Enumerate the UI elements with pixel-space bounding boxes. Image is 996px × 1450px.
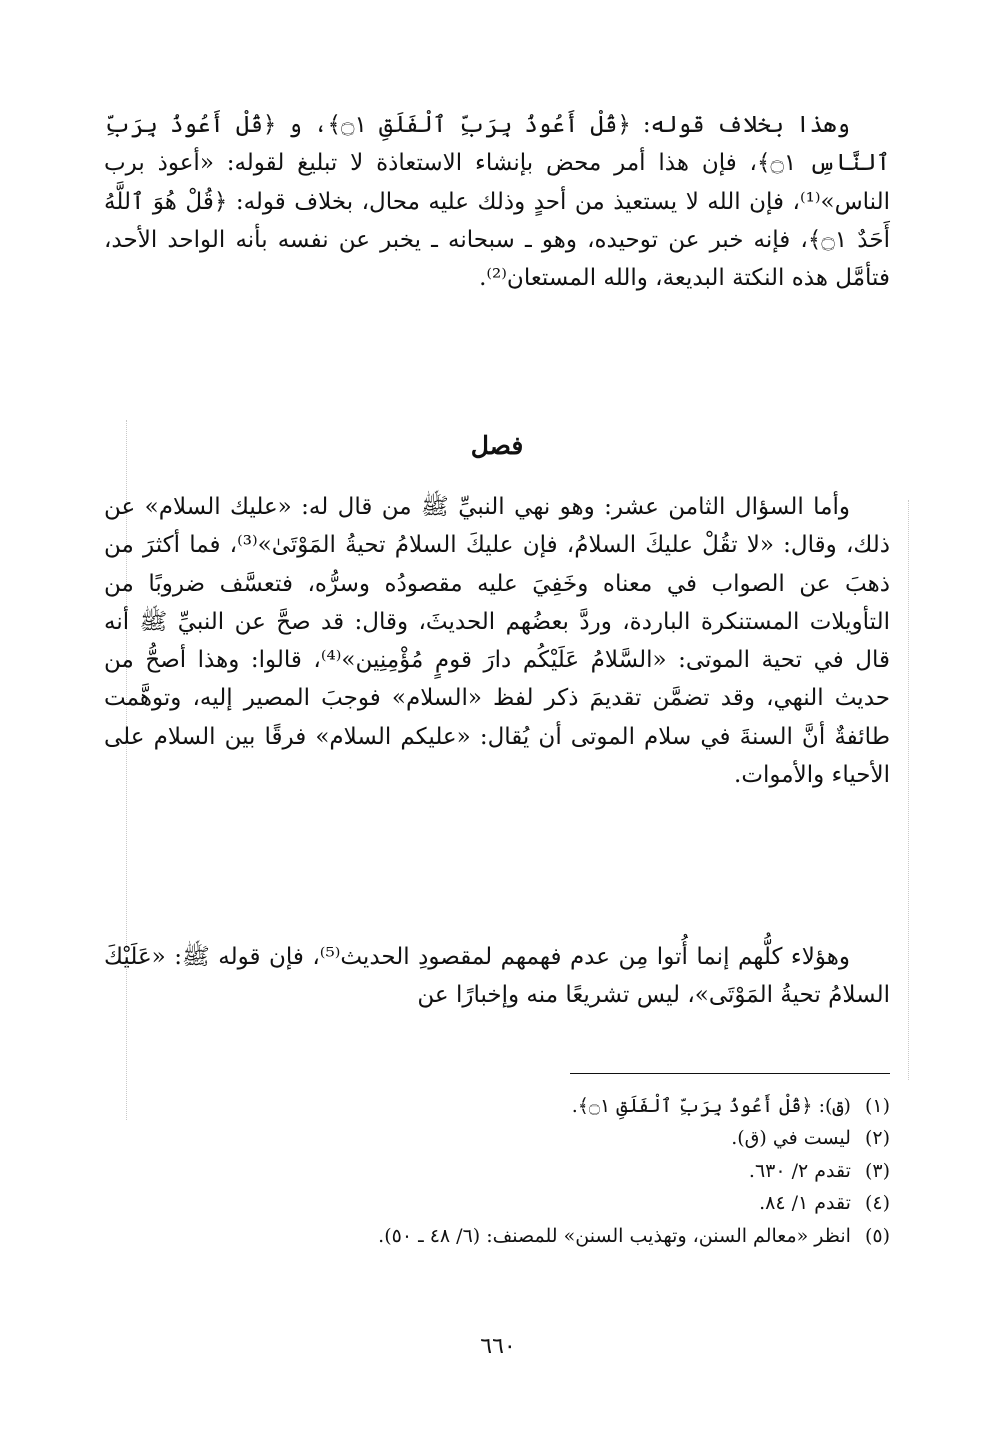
footnote-item — [104, 1155, 890, 1187]
footnote-item — [104, 1090, 890, 1122]
footnote-number: (٤) — [864, 1192, 890, 1215]
scan-margin-line-right — [908, 500, 909, 1080]
footnote-item — [104, 1220, 890, 1252]
footnote-number: (١) — [864, 1095, 890, 1117]
body-text-section-2 — [104, 488, 890, 794]
footnote-item — [104, 1187, 890, 1219]
paragraph-1: وهذا بخلاف قوله: ﴿قُلْ أَعُوذُ بِرَبِّ ٱلْفَلَقِ ۝١﴾، و ﴿قُلْ أَعُوذُ بِرَبِّ ٱلنَّاسِ ۝١﴾، فإن هذا أمر محض بإنشاء الاستعاذة لا تبليغ لقوله: «أعوذ برب الناس»⁽¹⁾، فإن الله لا يستعيذ من أحدٍ وذلك عليه محال، بخلاف قوله: ﴿قُلْ هُوَ ٱللَّهُ أَحَدٌ ۝١﴾، فإنه خبر عن توحيده، وهو ـ سبحانه ـ يخبر عن نفسه بأنه الواحد الأحد، فتأمَّل هذه النكتة البديعة، والله المستعان⁽²⁾. — [104, 112, 890, 292]
paragraph-2: وأما السؤال الثامن عشر: وهو نهي النبيِّ ﷺ من قال له: «عليك السلام» عن ذلك، وقال: «لا تقُلْ عليكَ السلامُ، فإن عليكَ السلامُ تحيةُ المَوْتَىٰ»⁽³⁾، فما أكثرَ من ذهبَ عن الصواب في معناه وخَفِيَ عليه مقصودُه وسرُّه، فتعسَّف ضروبًا من التأويلات المستنكرة الباردة، وردَّ بعضُهم الحديثَ، وقال: قد صحَّ عن النبيِّ ﷺ أنه قال في تحية الموتى: «السَّلامُ عَلَيْكُم دارَ قومٍ مُؤْمِنِين»⁽⁴⁾، قالوا: وهذا أصحُّ من حديث النهي، وقد تضمَّن تقديمَ ذكر لفظ «السلام» فوجبَ المصير إليه، وتوهَّمت طائفةٌ أنَّ السنةَ في سلام الموتى أن يُقال: «عليكم السلام» فرقًا بين السلام على الأحياء والأموات. — [104, 494, 891, 789]
footnote-separator — [570, 1073, 890, 1074]
page-number: ٦٦٠ — [480, 1334, 516, 1359]
paragraph-3: وهؤلاء كلُّهم إنما أُتوا مِن عدم فهمهم لمقصودِ الحديث⁽⁵⁾، فإن قوله ﷺ: «عَلَيْكَ السلامُ تحيةُ المَوْتَى»، ليس تشريعًا منه وإخبارًا عن — [104, 944, 890, 1009]
footnotes-list — [104, 1090, 890, 1252]
footnote-text: انظر «معالم السنن، وتهذيب السنن» للمصنف: (٦/ ٤٨ ـ ٥٠). — [378, 1224, 851, 1247]
footnote-text: تقدم ٢/ ٦٣٠. — [748, 1159, 851, 1182]
footnote-number: (٥) — [864, 1224, 890, 1247]
footnote-item — [104, 1122, 890, 1154]
body-text-section-3 — [104, 938, 890, 1015]
footnote-number: (٣) — [864, 1159, 890, 1182]
body-text-section-1 — [104, 106, 890, 297]
footnote-text: تقدم ١/ ٨٤. — [759, 1192, 851, 1215]
section-heading: فصل — [470, 431, 524, 460]
footnote-number: (٢) — [864, 1127, 890, 1150]
footnote-text: (ق): ﴿قُلْ أَعُوذُ بِرَبِّ ٱلْفَلَقِ ۝١﴾. — [571, 1095, 851, 1117]
footnote-text: ليست في (ق). — [731, 1127, 851, 1150]
